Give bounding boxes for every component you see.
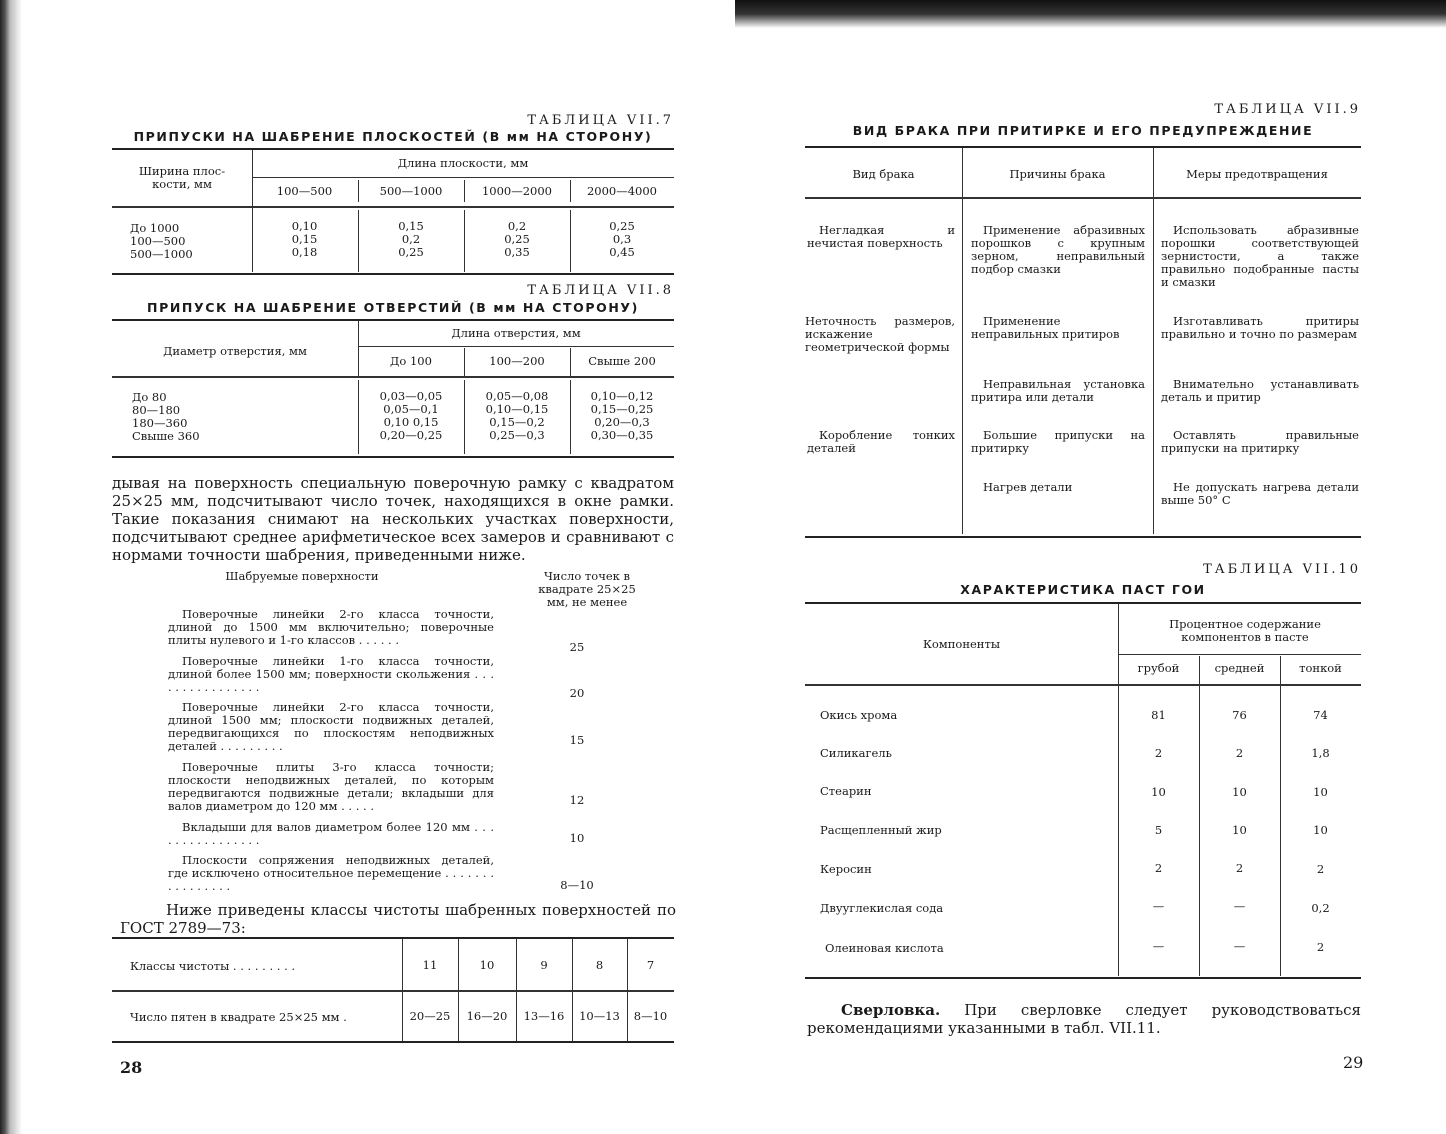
gost-row2-cell: 8—10 <box>633 1009 668 1023</box>
table-10-cell: — <box>1233 899 1246 913</box>
table-10-group-header: Процентное содержание компонентов в пасте <box>1169 617 1321 644</box>
gost-row1-label: Классы чистоты . . . . . . . . . <box>130 959 296 973</box>
gost-row2-cell: 20—25 <box>409 1009 451 1023</box>
table-7-label: ТАБЛИЦА VII.7 <box>527 113 674 128</box>
norms-row-value: 15 <box>569 733 585 747</box>
table-9-kind: Неточность размеров, искажение геометрической формы <box>805 314 955 354</box>
divider <box>112 456 674 458</box>
table-9-measure: Использовать абразивные порошки соответствующей зернистости, а также правильно подобранные пасты и смазки <box>1161 223 1359 289</box>
drilling-heading: Сверловка. <box>841 1001 941 1019</box>
divider <box>1280 656 1281 976</box>
left-page <box>112 0 674 1134</box>
table-7-col-header: 1000—2000 <box>481 184 553 198</box>
divider <box>252 177 674 178</box>
table-10-cell: — <box>1233 939 1246 953</box>
divider <box>112 990 674 992</box>
table-7-cell: 0,10 0,15 0,18 <box>291 219 318 259</box>
divider <box>112 206 674 208</box>
table-7-col-header: 100—500 <box>276 184 333 198</box>
table-10-col-header: грубой <box>1137 661 1180 675</box>
divider <box>962 148 963 534</box>
divider <box>112 1041 674 1043</box>
gost-row1-cell: 10 <box>479 958 495 972</box>
norms-row-text: Плоскости сопряжения неподвижных деталей, где исключено относительное перемещение . . . . . . . . . . . . . . . . <box>168 853 494 893</box>
norms-row-text: Поверочные линейки 2-го класса точности, длиной 1500 мм; плоскости подвижных деталей, передвигающихся по плоскостям неподвижных деталей . . . . . . . . . <box>168 700 494 753</box>
table-10-cell: 2 <box>1235 746 1244 760</box>
table-9-col-header: Меры предотвращения <box>1186 167 1328 181</box>
table-10-component: Окись хрома <box>820 708 898 722</box>
table-10-title: ХАРАКТЕРИСТИКА ПАСТ ГОИ <box>960 582 1206 597</box>
divider <box>1199 656 1200 976</box>
table-10-col0-header: Компоненты <box>922 637 1000 651</box>
book-spine-shadow <box>0 0 22 1134</box>
table-7-group-header: Длина плоскости, мм <box>397 156 529 170</box>
table-8-col0-header: Диаметр отверстия, мм <box>163 344 307 358</box>
table-10-col-header: средней <box>1214 661 1265 675</box>
divider <box>805 197 1361 199</box>
table-9-title: ВИД БРАКА ПРИ ПРИТИРКЕ И ЕГО ПРЕДУПРЕЖДЕНИЕ <box>852 123 1314 138</box>
table-8-col-header: До 100 <box>390 354 432 368</box>
divider <box>805 977 1361 979</box>
gost-row2-cell: 13—16 <box>523 1009 565 1023</box>
table-10-cell: 10 <box>1232 785 1247 799</box>
table-10-cell: 5 <box>1154 823 1163 837</box>
divider <box>805 602 1361 604</box>
gost-intro: Ниже приведены классы чистоты шабренных поверхностей по ГОСТ 2789—73: <box>120 901 676 937</box>
body-paragraph: дывая на поверхность специальную поверочную рамку с квадратом 25×25 мм, подсчитывают число точек, находящихся в окне рамки. Такие показания снимают на нескольких участках поверхности, подсчитывают среднее арифметическое всех замеров и сравнивают с нормами точности шабрения, приведенными ниже. <box>112 474 674 564</box>
table-7-cell: 0,25 0,3 0,45 <box>609 219 635 259</box>
table-9-kind: Коробление тонких деталей <box>807 428 955 455</box>
table-8-row-labels: До 80 80—180 180—360 Свыше 360 <box>132 390 200 443</box>
table-10-col-header: тонкой <box>1299 661 1342 675</box>
table-10-cell: 74 <box>1313 708 1328 722</box>
norms-row-text: Вкладыши для валов диаметром более 120 мм . . . . . . . . . . . . . . . . <box>168 820 494 847</box>
table-10-cell: 10 <box>1232 823 1247 837</box>
table-8-col-header: Свыше 200 <box>588 354 656 368</box>
table-10-label: ТАБЛИЦА VII.10 <box>1203 562 1361 577</box>
table-7-col-header: 500—1000 <box>379 184 443 198</box>
divider <box>112 148 674 150</box>
divider <box>112 273 674 275</box>
table-9-label: ТАБЛИЦА VII.9 <box>1214 102 1361 117</box>
table-9-cause: Применение абразивных порошков с крупным зерном, неправильный подбор смазки <box>971 223 1145 276</box>
gost-row1-cell: 11 <box>422 958 438 972</box>
page-number: 29 <box>1343 1053 1364 1072</box>
divider <box>112 937 674 939</box>
norms-head-left: Шабруемые поверхности <box>225 569 379 583</box>
table-9-cause: Нагрев детали <box>983 480 1073 494</box>
norms-row-text: Поверочные плиты 3-го класса точности; плоскости неподвижных деталей, по которым передвигаются подвижные детали; вкладыши для валов диаметром до 120 мм . . . . . <box>168 760 494 813</box>
gost-row2-cell: 16—20 <box>466 1009 508 1023</box>
norms-row-value: 8—10 <box>560 878 594 892</box>
table-9-cause: Неправильная установка притира или детали <box>971 377 1145 404</box>
table-10-component: Расщепленный жир <box>820 823 942 837</box>
table-9-measure: Не допускать нагрева детали выше 50° С <box>1161 480 1359 507</box>
table-8-group-header: Длина отверстия, мм <box>451 326 581 340</box>
table-10-component: Олеиновая кислота <box>825 941 944 955</box>
table-8-title: ПРИПУСК НА ШАБРЕНИЕ ОТВЕРСТИЙ (В мм НА СТОРОНУ) <box>147 300 639 315</box>
gost-row2-cell: 10—13 <box>579 1009 620 1023</box>
gost-row2-label: Число пятен в квадрате 25×25 мм . <box>130 1010 347 1024</box>
table-10-cell: — <box>1152 939 1165 953</box>
table-10-component: Керосин <box>820 862 872 876</box>
norms-row-value: 20 <box>569 686 585 700</box>
divider <box>805 684 1361 686</box>
norms-row-value: 25 <box>569 640 585 654</box>
table-7-row-labels: До 1000 100—500 500—1000 <box>130 221 193 261</box>
table-10-component: Силикагель <box>820 746 892 760</box>
table-8-col-header: 100—200 <box>489 354 545 368</box>
divider <box>1118 654 1361 655</box>
table-9-cause: Большие припуски на притирку <box>971 428 1145 455</box>
drilling-text: При сверловке следует руководствоваться рекомендациями указанными в табл. VII.11. <box>807 1001 1361 1037</box>
table-10-cell: 10 <box>1313 823 1328 837</box>
table-10-cell: 1,8 <box>1311 746 1330 760</box>
norms-row-text: Поверочные линейки 1-го класса точности, длиной более 1500 мм; поверхности скольжения . . . . . . . . . . . . . . . . <box>168 654 494 694</box>
table-7-title: ПРИПУСКИ НА ШАБРЕНИЕ ПЛОСКОСТЕЙ (В мм НА СТОРОНУ) <box>133 129 653 144</box>
table-10-cell: 0,2 <box>1311 901 1330 915</box>
table-10-cell: 2 <box>1154 861 1163 875</box>
table-7-cell: 0,15 0,2 0,25 <box>398 219 424 259</box>
table-10-cell: 10 <box>1313 785 1328 799</box>
table-10-cell: 76 <box>1232 708 1247 722</box>
table-9-col-header: Вид брака <box>852 167 915 181</box>
norms-row-value: 12 <box>569 793 585 807</box>
table-9-kind: Негладкая и нечистая поверхность <box>807 223 955 250</box>
page-number: 28 <box>120 1058 143 1077</box>
divider <box>112 319 674 321</box>
table-9-measure: Внимательно устанавливать деталь и притир <box>1161 377 1359 404</box>
divider <box>112 376 674 378</box>
drilling-paragraph <box>807 1001 1361 1037</box>
table-8-cell: 0,10—0,12 0,15—0,25 0,20—0,3 0,30—0,35 <box>590 389 654 442</box>
gost-row1-cell: 9 <box>540 958 548 972</box>
table-9-cause: Применение неправильных притиров <box>971 314 1120 341</box>
table-10-cell: 2 <box>1316 940 1325 954</box>
table-9-col-header: Причины брака <box>1009 167 1106 181</box>
table-9-measure: Оставлять правильные припуски на притирку <box>1161 428 1359 455</box>
table-10-cell: 10 <box>1151 785 1166 799</box>
norms-row-value: 10 <box>569 831 585 845</box>
table-8-label: ТАБЛИЦА VII.8 <box>527 283 674 298</box>
divider <box>358 346 674 347</box>
norms-row-text: Поверочные линейки 2-го класса точности, длиной до 1500 мм включительно; поверочные плиты нулевого и 1-го классов . . . . . . <box>168 607 494 647</box>
divider <box>1153 148 1154 534</box>
table-8-cell: 0,03—0,05 0,05—0,1 0,10 0,15 0,20—0,25 <box>379 389 443 442</box>
table-9-measure: Изготавливать притиры правильно и точно по размерам <box>1161 314 1359 341</box>
table-10-component: Двууглекислая сода <box>820 901 944 915</box>
divider <box>805 536 1361 538</box>
gost-row1-cell: 7 <box>646 958 655 972</box>
table-10-cell: 81 <box>1151 708 1166 722</box>
table-7-cell: 0,2 0,25 0,35 <box>504 219 530 259</box>
table-8-cell: 0,05—0,08 0,10—0,15 0,15—0,2 0,25—0,3 <box>485 389 549 442</box>
right-page <box>805 0 1364 1134</box>
table-10-cell: 2 <box>1154 746 1163 760</box>
table-7-col-header: 2000—4000 <box>586 184 658 198</box>
table-10-cell: 2 <box>1235 861 1244 875</box>
gost-row1-cell: 8 <box>595 958 604 972</box>
divider <box>805 146 1361 148</box>
table-10-cell: — <box>1152 899 1165 913</box>
table-7-col0-header: Ширина плос- кости, мм <box>138 164 226 191</box>
table-10-component: Стеарин <box>820 784 872 798</box>
norms-head-right: Число точек в квадрате 25×25 мм, не менее <box>538 569 636 609</box>
table-10-cell: 2 <box>1316 862 1325 876</box>
